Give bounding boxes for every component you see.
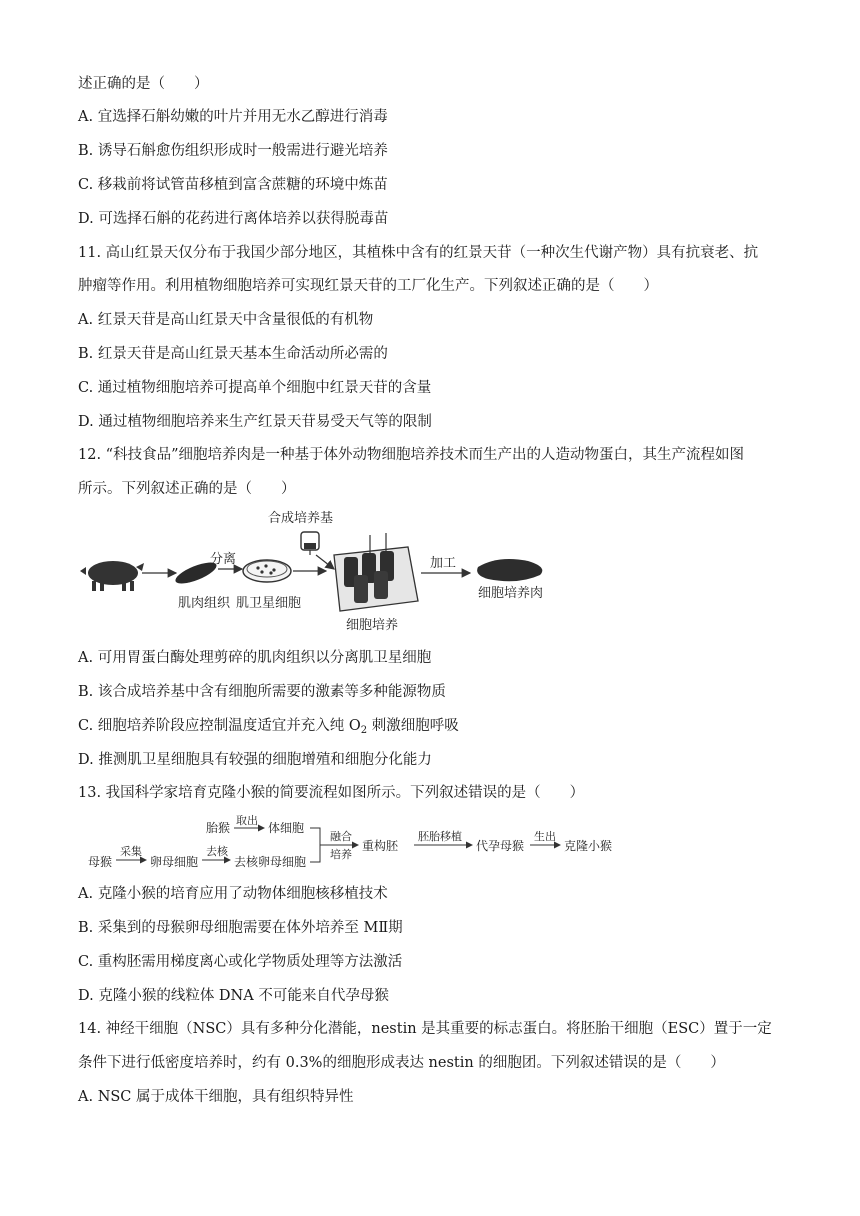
label-surrogate: 代孕母猴: [476, 839, 525, 853]
label-embryo-transfer: 胚胎移植: [418, 830, 462, 843]
q11-stem-line1: 11. 高山红景天仅分布于我国少部分地区，其植株中含有的红景天苷（一种次生代谢产物）具有抗衰老、抗: [78, 245, 759, 261]
q12-option-b: B. 该合成培养基中含有细胞所需要的激素等多种能源物质: [78, 684, 446, 700]
q12-option-c: [78, 716, 790, 741]
q12-option-c-text: C. 细胞培养阶段应控制温度适宜并充入纯 O: [78, 718, 361, 734]
q10-option-d: D. 可选择石斛的花药进行离体培养以获得脱毒苗: [78, 211, 389, 227]
label-clone: 克隆小猴: [564, 839, 613, 853]
q12-option-c-tail: 刺激细胞呼吸: [367, 718, 459, 734]
label-enucleate: 去核: [206, 845, 228, 858]
pig-icon: [80, 561, 144, 591]
q13-option-c: C. 重构胚需用梯度离心或化学物质处理等方法激活: [78, 954, 403, 970]
q11-option-d: D. 通过植物细胞培养来生产红景天苷易受天气等的限制: [78, 414, 432, 430]
label-reconstructed-embryo: 重构胚: [362, 839, 399, 853]
label-birth: 生出: [534, 830, 556, 843]
label-enucleated-oocyte: 去核卵母细胞: [234, 855, 307, 869]
label-separate: 分离: [210, 552, 237, 567]
q12-option-d: D. 推测肌卫星细胞具有较强的细胞增殖和细胞分化能力: [78, 752, 432, 768]
label-fetal-monkey: 胎猴: [206, 821, 231, 835]
q13-option-b: B. 采集到的母猴卵母细胞需要在体外培养至 MⅡ期: [78, 920, 403, 936]
q11-option-b: B. 红景天苷是高山红景天基本生命活动所必需的: [78, 346, 388, 362]
q13-stem: 13. 我国科学家培育克隆小猴的简要流程如图所示。下列叙述错误的是（ ）: [78, 785, 585, 801]
q11-option-c: C. 通过植物细胞培养可提高单个细胞中红景天苷的含量: [78, 380, 432, 396]
medium-bottle-icon: [301, 532, 319, 555]
q10-option-c: C. 移栽前将试管苗移植到富含蔗糖的环境中炼苗: [78, 177, 388, 193]
q10-option-b: B. 诱导石斛愈伤组织形成时一般需进行避光培养: [78, 143, 388, 159]
q13-option-a: A. 克隆小猴的培育应用了动物体细胞核移植技术: [78, 886, 388, 902]
q14-stem-line1: 14. 神经干细胞（NSC）具有多种分化潜能，nestin 是其重要的标志蛋白。将胚胎干细胞（ESC）置于一定: [78, 1021, 772, 1037]
clone-monkey-flow-diagram: [88, 812, 628, 876]
label-fuse: 融合: [330, 830, 352, 843]
cultured-meat-flow-diagram: [78, 505, 558, 640]
q12-option-c-subscript: 2: [360, 725, 368, 736]
q12-stem-line2: 所示。下列叙述正确的是（ ）: [78, 481, 296, 497]
label-medium: 合成培养基: [268, 511, 334, 526]
label-somatic-cell: 体细胞: [268, 821, 305, 835]
cultured-meat-icon: [477, 559, 542, 581]
label-collect: 采集: [120, 845, 142, 858]
label-oocyte: 卵母细胞: [150, 855, 199, 869]
label-muscle-tissue: 肌肉组织: [178, 596, 231, 611]
q11-option-a: A. 红景天苷是高山红景天中含量很低的有机物: [78, 312, 374, 328]
label-culture: 培养: [330, 848, 352, 861]
label-cultured-meat: 细胞培养肉: [478, 586, 544, 601]
label-mother-monkey: 母猴: [88, 855, 113, 869]
label-take: 取出: [236, 814, 258, 827]
q10-stem: 述正确的是（ ）: [78, 76, 209, 92]
q14-option-a: A. NSC 属于成体干细胞，具有组织特异性: [78, 1089, 354, 1105]
q10-option-a: A. 宜选择石斛幼嫩的叶片并用无水乙醇进行消毒: [78, 109, 388, 125]
label-satellite-cell: 肌卫星细胞: [236, 596, 302, 611]
q13-option-d: D. 克隆小猴的线粒体 DNA 不可能来自代孕母猴: [78, 988, 389, 1004]
bioreactor-icon: [334, 533, 418, 611]
q12-stem-line1: 12. “科技食品”细胞培养肉是一种基于体外动物细胞培养技术而生产出的人造动物蛋白，其生产流程如图: [78, 447, 744, 463]
q14-stem-line2: 条件下进行低密度培养时，约有 0.3%的细胞形成表达 nestin 的细胞团。下列叙述错误的是（ ）: [78, 1055, 725, 1071]
petri-dish-icon: [243, 560, 291, 582]
label-process: 加工: [430, 556, 457, 571]
q11-stem-line2: 肿瘤等作用。利用植物细胞培养可实现红景天苷的工厂化生产。下列叙述正确的是（ ）: [78, 278, 658, 294]
q12-option-a: A. 可用胃蛋白酶处理剪碎的肌肉组织以分离肌卫星细胞: [78, 650, 432, 666]
label-cell-culture: 细胞培养: [346, 618, 399, 633]
